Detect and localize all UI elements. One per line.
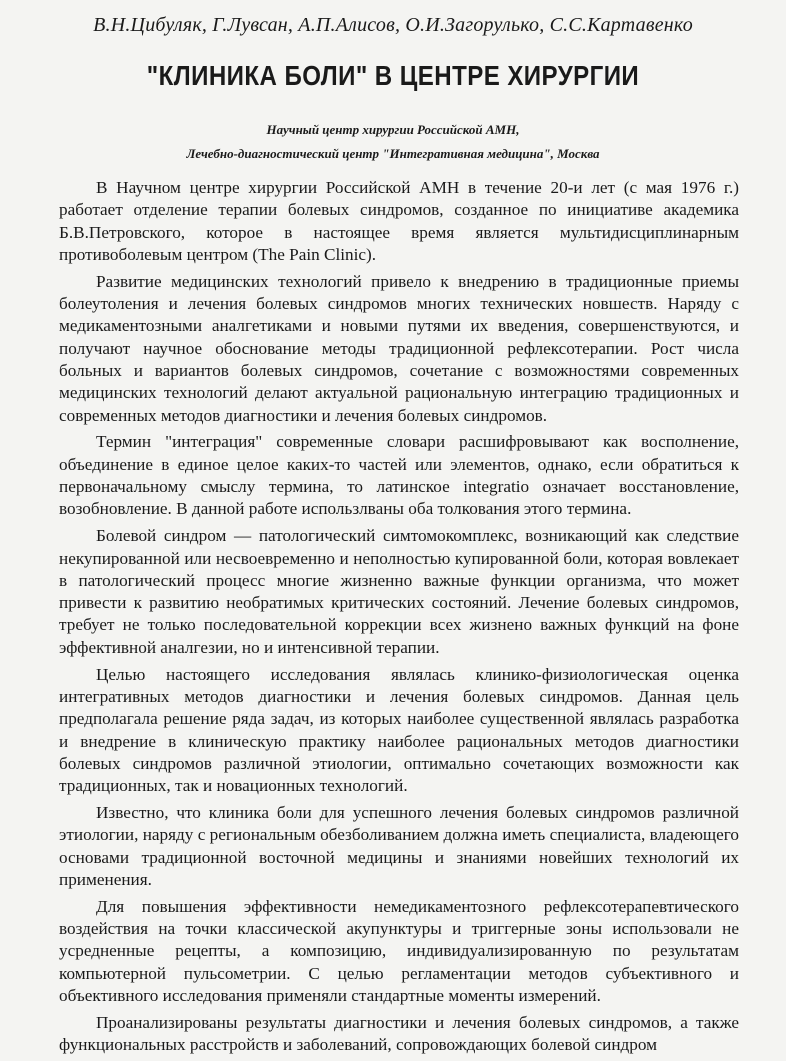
article-body — [59, 177, 739, 1061]
authors-line: В.Н.Цибуляк, Г.Лувсан, А.П.Алисов, О.И.Загорулько, С.С.Картавенко — [93, 14, 693, 36]
article-title: "КЛИНИКА БОЛИ" В ЦЕНТРЕ ХИРУРГИИ — [146, 60, 640, 91]
paragraph-technologies: Развитие медицинских технологий привело к внедрению в традиционные приемы болеутоления и лечения болевых синдромов многих технических новшеств. Наряду с медикаментозными аналгетиками и новыми путями их введения, совершенствуются, и получают научное обоснование методы традиционной рефлексотерапии. Рост числа больных и вариантов болевых синдромов, сочетание с возможностями современных медицинских технологий делают актуальной рациональную интеграцию традиционных и современных методов диагностики и лечения болевых синдромов. — [59, 271, 739, 425]
paragraph-reflexotherapy: Для повышения эффективности немедикаментозного рефлексотерапевтического воздействия на точки классической акупунктуры и триггерные зоны использовали не усредненные рецепты, а композицию, индивидуализированную по результатам компьютерной пульсометрии. С целью регламентации методов субъективного и объективного исследования применяли стандартные моменты измерений. — [59, 896, 739, 1005]
paragraph-research-goal: Целью настоящего исследования являлась клинико-физиологическая оценка интегративных методов диагностики и лечения болевых синдромов. Данная цель предполагала решение ряда задач, из которых наиболее существенной являлась разработка и внедрение в клиническую практику наиболее рациональных методов диагностики болевых синдромов различной этиологии, оптимально сочетающих возможности как традиционных, так и новационных технологий. — [59, 664, 739, 796]
paragraph-pain-clinic: Известно, что клиника боли для успешного лечения болевых синдромов различной этиологии, наряду с региональным обезболиванием должна иметь специалиста, владеющего основами традиционной восточной медицины и знаниями новейших технологий их применения. — [59, 802, 739, 889]
affiliation-line-2: Лечебно-диагностический центр "Интегративная медицина", Москва — [186, 146, 600, 161]
paragraph-results: Проанализированы результаты диагностики и лечения болевых синдромов, а также функциональных расстройств и заболеваний, сопровождающих болевой синдром — [59, 1012, 739, 1055]
paragraph-intro: В Научном центре хирургии Российской АМН в течение 20-и лет (с мая 1976 г.) работает отделение терапии болевых синдромов, созданное по инициативе академика Б.В.Петровского, которое в настоящее время является мультидисциплинарным противоболевым центром (The Pain Clinic). — [59, 178, 739, 264]
paragraph-integration-term: Термин "интеграция" современные словари расшифровывают как восполнение, объединение в единое целое каких-то частей или элементов, однако, если обратиться к первоначальному смыслу термина, то латинское integratio означает восстановление, возобновление. В данной работе использлваны оба толкования этого термина. — [59, 432, 739, 519]
affiliation-line-1: Научный центр хирургии Российской АМН, — [266, 122, 520, 137]
paragraph-pain-syndrome: Болевой синдром — патологический симтомокомплекс, возникающий как следствие некупированной или несвоевременно и неполностью купированной боли, которая вовлекает в патологический процесс многие жизненно важные функции организма, что может привести к развитию необратимых критических состояний. Лечение болевых синдромов, требует не только последовательной коррекции всех жизнено важных функций на фоне эффективной аналгезии, но и интенсивной терапии. — [59, 526, 739, 657]
